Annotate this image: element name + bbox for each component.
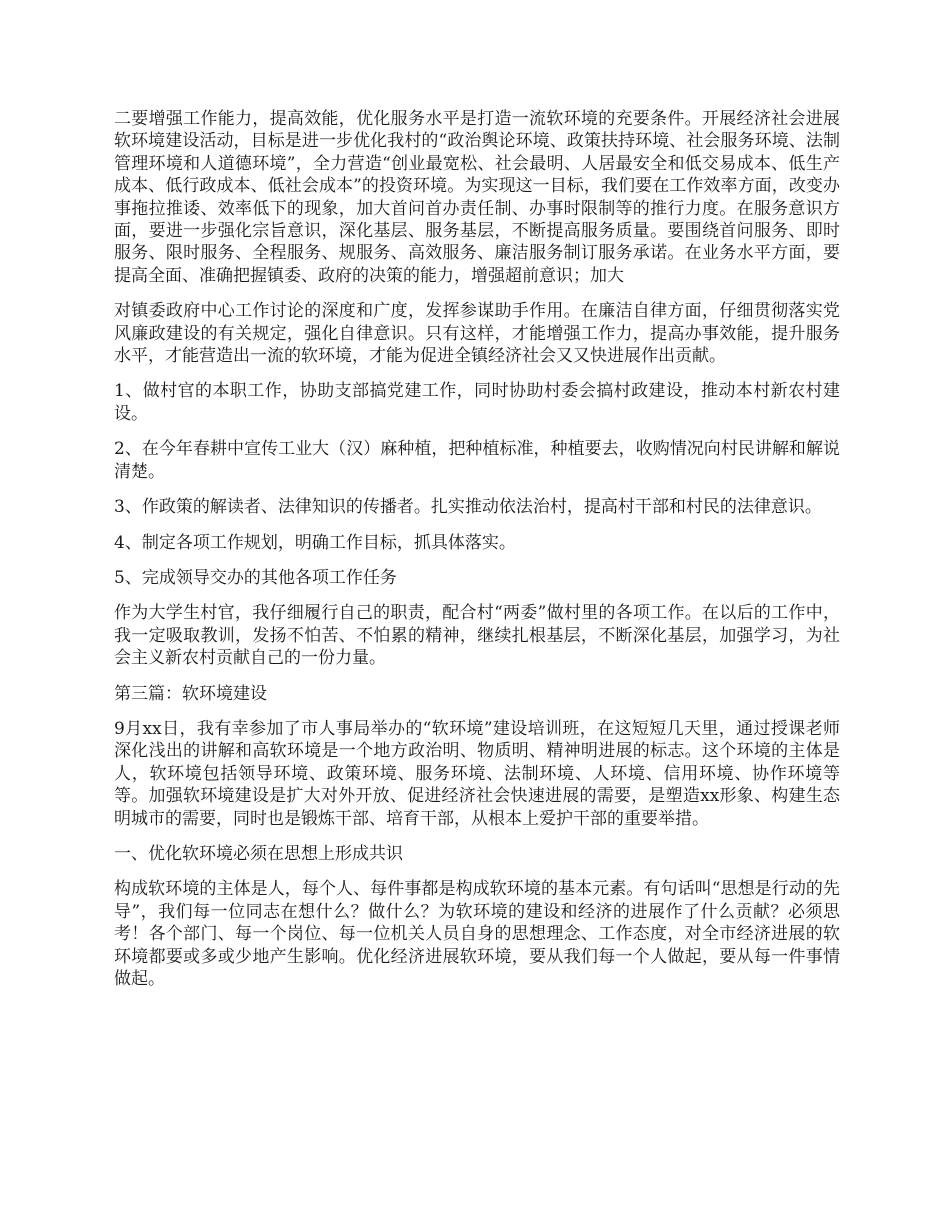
paragraph-service-level: 二要增强工作能力，提高效能，优化服务水平是打造一流软环境的充要条件。开展经济社会进展软环境建设活动，目标是进一步优化我村的“政治舆论环境、政策扶持环境、社会服务环境、法制管理环境和人道德环境”，全力营造“创业最宽松、社会最明、人居最安全和低交易成本、低生产成本、低行政成本、低社会成本”的投资环境。为实现这一目标，我们要在工作效率方面，改变办事拖拉推诿、效率低下的现象，加大首问首办责任制、办事时限制等的推行力度。在服务意识方面，要进一步强化宗旨意识，深化基层、服务基层，不断提高服务质量。要围绕首问服务、即时服务、限时服务、全程服务、规服务、高效服务、廉洁服务制订服务承诺。在业务水平方面，要提高全面、准确把握镇委、政府的决策的能力，增强超前意识；加大 [114,109,840,286]
list-item-3: 3、作政策的解读者、法律知识的传播者。扎实推动依法治村，提高村干部和村民的法律意识。 [114,497,822,518]
paragraph-village-official: 作为大学生村官，我仔细履行自己的职责，配合村“两委”做村里的各项工作。在以后的工作中，我一定吸取教训，发扬不怕苦、不怕累的精神，继续扎根基层，不断深化基层，加强学习，为社会主义新农村贡献自己的一份力量。 [114,603,840,669]
section-heading: 第三篇：软环境建设 [114,683,267,704]
paragraph-consensus: 构成软环境的主体是人，每个人、每件事都是构成软环境的基本元素。有句话叫“思想是行动的先导”，我们每一位同志在想什么？做什么？为软环境的建设和经济的进展作了什么贡献？必须思考！各个部门、每一个岗位、每一位机关人员自身的思想理念、工作态度，对全市经济进展的软环境都要或多或少地产生影响。优化经济进展软环境，要从我们每一个人做起，要从每一件事情做起。 [114,879,840,989]
list-item-2: 2、在今年春耕中宣传工业大（汉）麻种植，把种植标准，种植要去，收购情况向村民讲解和解说清楚。 [114,439,840,482]
paragraph-consultant-role: 对镇委政府中心工作讨论的深度和广度，发挥参谋助手作用。在廉洁自律方面，仔细贯彻落实党风廉政建设的有关规定，强化自律意识。只有这样，才能增强工作力，提高办事效能，提升服务水平，才能营造出一流的软环境，才能为促进全镇经济社会又又快进展作出贡献。 [114,301,840,367]
list-item-4: 4、制定各项工作规划，明确工作目标，抓具体落实。 [114,532,516,553]
paragraph-training: 9月xx日，我有幸参加了市人事局举办的“软环境”建设培训班，在这短短几天里，通过授课老师深化浅出的讲解和高软环境是一个地方政治明、物质明、精神明进展的标志。这个环境的主体是人，软环境包括领导环境、政策环境、服务环境、法制环境、人环境、信用环境、协作环境等等。加强软环境建设是扩大对外开放、促进经济社会快速进展的需要，是塑造xx形象、构建生态明城市的需要，同时也是锻炼干部、培育干部，从根本上爱护干部的重要举措。 [114,718,840,829]
list-item-5: 5、完成领导交办的其他各项工作任务 [114,567,397,588]
subsection-heading: 一、优化软环境必须在思想上形成共识 [114,843,403,864]
list-item-1: 1、做村官的本职工作，协助支部搞党建工作，同时协助村委会搞村政建设，推动本村新农村建设。 [114,381,840,424]
document-body [114,108,840,1003]
